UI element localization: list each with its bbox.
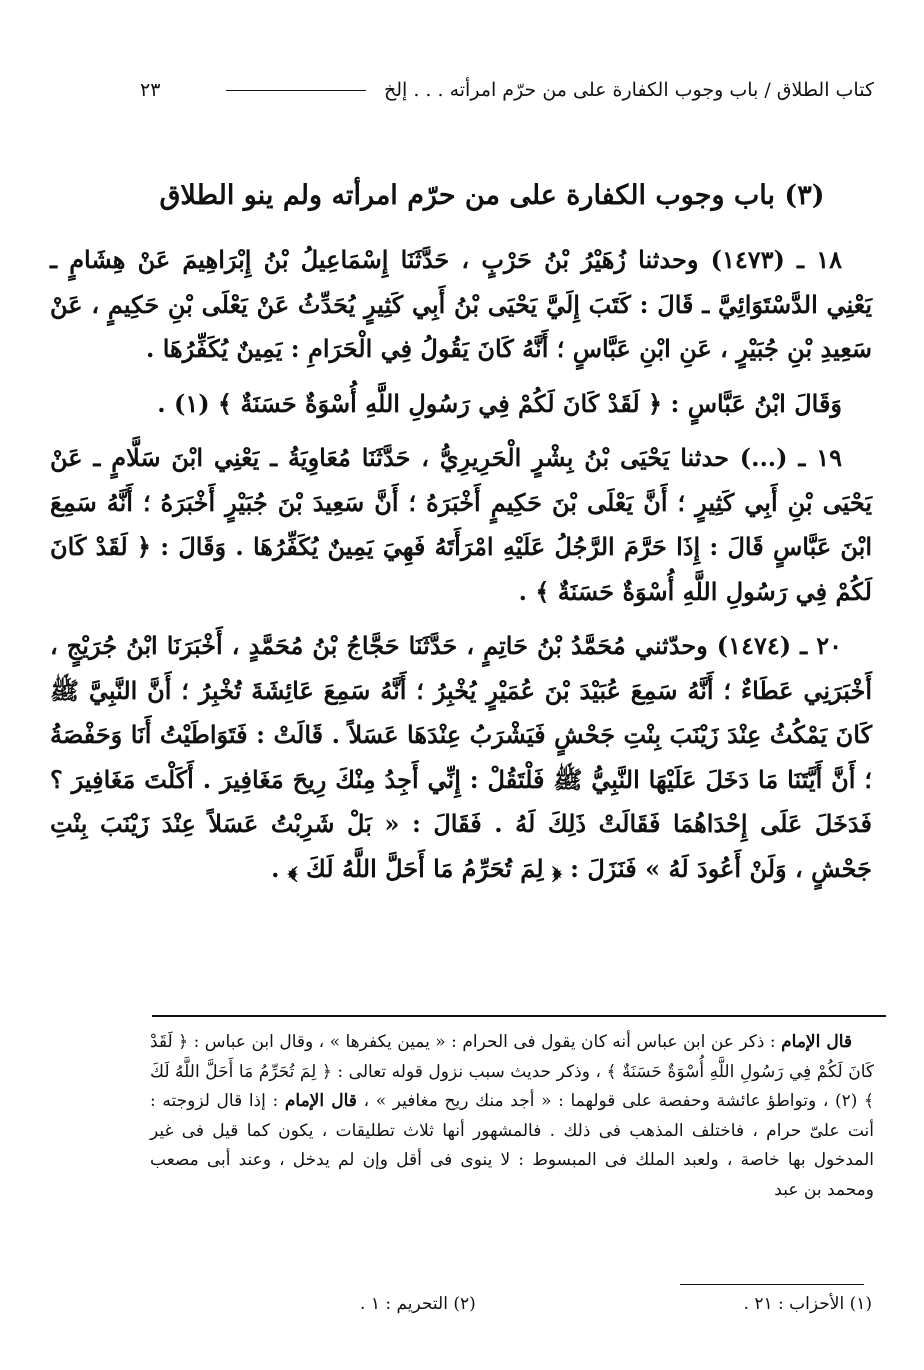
commentary-divider — [152, 1015, 886, 1017]
commentary — [150, 1028, 874, 1205]
hadith-paragraph-18: ١٨ ـ (١٤٧٣) وحدثنا زُهَيْرُ بْنُ حَرْبٍ ، حَدَّثَنَا إِسْمَاعِيلُ بْنُ إِبْرَاهِيمَ عَنْ هِشَامٍ ـ يَعْنِي الدَّسْتَوَائِيَّ ـ قَالَ : كَتَبَ إِلَيَّ يَحْيَى بْنُ أَبِي كَثِيرٍ يُحَدِّثُ عَنْ يَعْلَى بْنِ حَكِيمٍ ، عَنْ سَعِيدِ بْنِ جُبَيْرٍ ، عَنِ ابْنِ عَبَّاسٍ ؛ أَنَّهُ كَانَ يَقُولُ فِي الْحَرَامِ : يَمِينٌ يُكَفِّرُهَا . — [50, 245, 872, 363]
footnote-2: (٢) التحريم : ١ . — [360, 1294, 476, 1314]
chapter-title: (٣) باب وجوب الكفارة على من حرّم امرأته ولم ينو الطلاق — [159, 180, 825, 211]
ibn-abbas-quote: وَقَالَ ابْنُ عَبَّاسٍ : ﴿ لَقَدْ كَانَ لَكُمْ فِي رَسُولِ اللَّهِ أُسْوَةٌ حَسَنَةٌ ﴾ (١) . — [157, 388, 842, 418]
commentary-label-2: قال الإمام — [284, 1091, 357, 1111]
running-header — [140, 72, 874, 108]
commentary-paragraph — [150, 1028, 874, 1205]
hadith-paragraph-19: ١٩ ـ (...) حدثنا يَحْيَى بْنُ بِشْرٍ الْحَرِيرِيُّ ، حَدَّثَنَا مُعَاوِيَةُ ـ يَعْنِي ابْنَ سَلَّامٍ ـ عَنْ يَحْيَى بْنِ أَبِي كَثِيرٍ ؛ أَنَّ يَعْلَى بْنَ حَكِيمٍ أَخْبَرَهُ ؛ أَنَّ سَعِيدَ بْنَ جُبَيْرٍ أَخْبَرَهُ ؛ أَنَّهُ سَمِعَ ابْنَ عَبَّاسٍ قَالَ : إِذَا حَرَّمَ الرَّجُلُ عَلَيْهِ امْرَأَتَهُ فَهِيَ يَمِينٌ يُكَفِّرُهَا . وَقَالَ : ﴿ لَقَدْ كَانَ لَكُمْ فِي رَسُولِ اللَّهِ أُسْوَةٌ حَسَنَةٌ ﴾ . — [50, 443, 872, 606]
commentary-text-1: : ذكر عن ابن عباس أنه كان يقول فى الحرام : « يمين يكفرها » ، وقال ابن عباس : ﴿ لَقَدْ كَانَ لَكُمْ فِي رَسُولِ اللَّهِ أُسْوَةٌ حَسَنَةٌ ﴾ ، وذكر حديث سبب نزول قوله تعالى : ﴿ لِمَ تُحَرِّمُ مَا أَحَلَّ اللَّهُ لَكَ ﴾ (٢) ، وتواطؤ عائشة وحفصة على قولهما : « أجد منك ريح مغافير » ، — [150, 1032, 875, 1111]
page-number: ٢٣ — [140, 79, 161, 101]
footnotes-divider — [680, 1284, 864, 1285]
running-header-rule — [226, 90, 366, 91]
commentary-label-1: قال الإمام — [781, 1032, 852, 1052]
footnote-1: (١) الأحزاب : ٢١ . — [743, 1294, 872, 1314]
hadith-paragraph-20: ٢٠ ـ (١٤٧٤) وحدّثني مُحَمَّدُ بْنُ حَاتِمٍ ، حَدَّثَنَا حَجَّاجُ بْنُ مُحَمَّدٍ ، أَخْبَرَنَا ابْنُ جُرَيْجٍ ، أَخْبَرَنِي عَطَاءٌ ؛ أَنَّهُ سَمِعَ عُبَيْدَ بْنَ عُمَيْرٍ يُخْبِرُ ؛ أَنَّهُ سَمِعَ عَائِشَةَ تُخْبِرُ ؛ أَنَّ النَّبِيَّ ﷺ كَانَ يَمْكُثُ عِنْدَ زَيْنَبَ بِنْتِ جَحْشٍ فَيَشْرَبُ عِنْدَهَا عَسَلاً . قَالَتْ : فَتَوَاطَيْتُ أَنَا وَحَفْصَةُ ؛ أَنَّ أَيَّتَنَا مَا دَخَلَ عَلَيْهَا النَّبِيُّ ﷺ فَلْتَقُلْ : إِنِّي أَجِدُ مِنْكَ رِيحَ مَغَافِيرَ . أَكَلْتَ مَغَافِيرَ ؟ فَدَخَلَ عَلَى إِحْدَاهُمَا فَقَالَتْ ذَلِكَ لَهُ . فَقَالَ : « بَلْ شَرِبْتُ عَسَلاً عِنْدَ زَيْنَبَ بِنْتِ جَحْشٍ ، وَلَنْ أَعُودَ لَهُ » فَنَزَلَ : ﴿ لِمَ تُحَرِّمُ مَا أَحَلَّ اللَّهُ لَكَ ﴾ . — [50, 631, 873, 883]
running-header-title: كتاب الطلاق / باب وجوب الكفارة على من حرّم امرأته . . . إلخ — [383, 79, 874, 101]
footnotes — [360, 1294, 872, 1314]
hadith-text — [50, 238, 872, 901]
commentary-text-2: : إذا قال لزوجته : أنت علىّ حرام ، فاختلف المذهب فى ذلك . فالمشهور أنها ثلاث تطليقات ، يكون كما قيل فى غير المدخول بها خاصة ، ولعبد الملك فى المبسوط : لا ينوى فى أقل وإن لم يدخل ، وعند أبى مصعب ومحمد بن عبد — [150, 1091, 874, 1200]
